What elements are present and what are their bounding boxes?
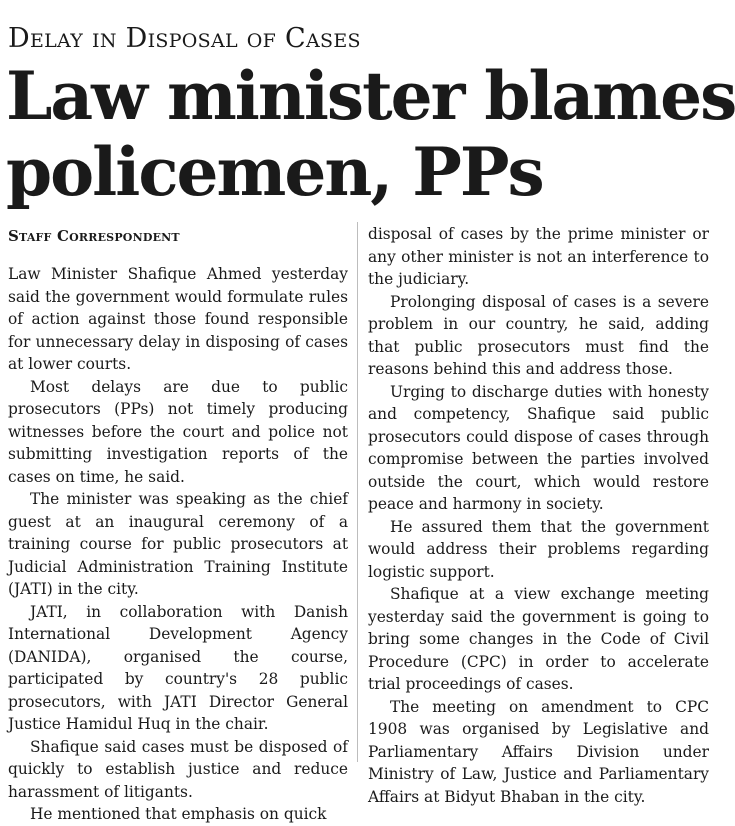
paragraph: The meeting on amendment to CPC 1908 was organised by Legislative and Parliamentary Affairs Division under Ministry of Law, Justice and Parliamentary Affairs at Bidyut Bhaban in the city. — [368, 697, 709, 806]
paragraph: The minister was speaking as the chief guest at an inaugural ceremony of a training course for public prosecutors at Judicial Administration Training Institute (JATI) in the city. — [8, 490, 348, 598]
column-divider — [357, 222, 358, 762]
paragraph: Urging to discharge duties with honesty and competency, Shafique said public prosecutors could dispose of cases through compromise between the parties involved outside the court, which would restore peace and harmony in society. — [368, 382, 709, 513]
headline-line-1: Law minister blames — [6, 57, 735, 135]
left-column — [8, 263, 348, 826]
paragraph: Most delays are due to public prosecutors (PPs) not timely producing witnesses before the court and police not submitting investigation reports of the cases on time, he said. — [8, 377, 348, 486]
paragraph: Shafique said cases must be disposed of quickly to establish justice and reduce harassment of litigants. — [8, 737, 348, 801]
paragraph: He assured them that the government would address their problems regarding logistic support. — [368, 517, 709, 581]
paragraph: Law Minister Shafique Ahmed yesterday said the government would formulate rules of action against those found responsible for unnecessary delay in disposing of cases at lower courts. — [8, 265, 348, 373]
paragraph-continuation: disposal of cases by the prime minister or any other minister is not an interference to the judiciary. — [368, 225, 709, 288]
paragraph: JATI, in collaboration with Danish International Development Agency (DANIDA), organised the course, participated by country's 28 public prosecutors, with JATI Director General Justice Hamidul Huq in the chair. — [8, 602, 348, 733]
paragraph: Prolonging disposal of cases is a severe problem in our country, he said, adding that public prosecutors must find the reasons behind this and address those. — [368, 292, 709, 378]
headline-line-2: policemen, PPs — [6, 133, 543, 211]
headline — [6, 57, 735, 211]
paragraph: He mentioned that emphasis on quick — [30, 805, 327, 823]
kicker-label: Delay in Disposal of Cases — [8, 23, 361, 54]
paragraph: Shafique at a view exchange meeting yesterday said the government is going to bring some changes in the Code of Civil Procedure (CPC) in order to accelerate trial proceedings of cases. — [368, 585, 709, 693]
byline: Staff Correspondent — [8, 227, 180, 245]
right-column — [368, 223, 709, 808]
